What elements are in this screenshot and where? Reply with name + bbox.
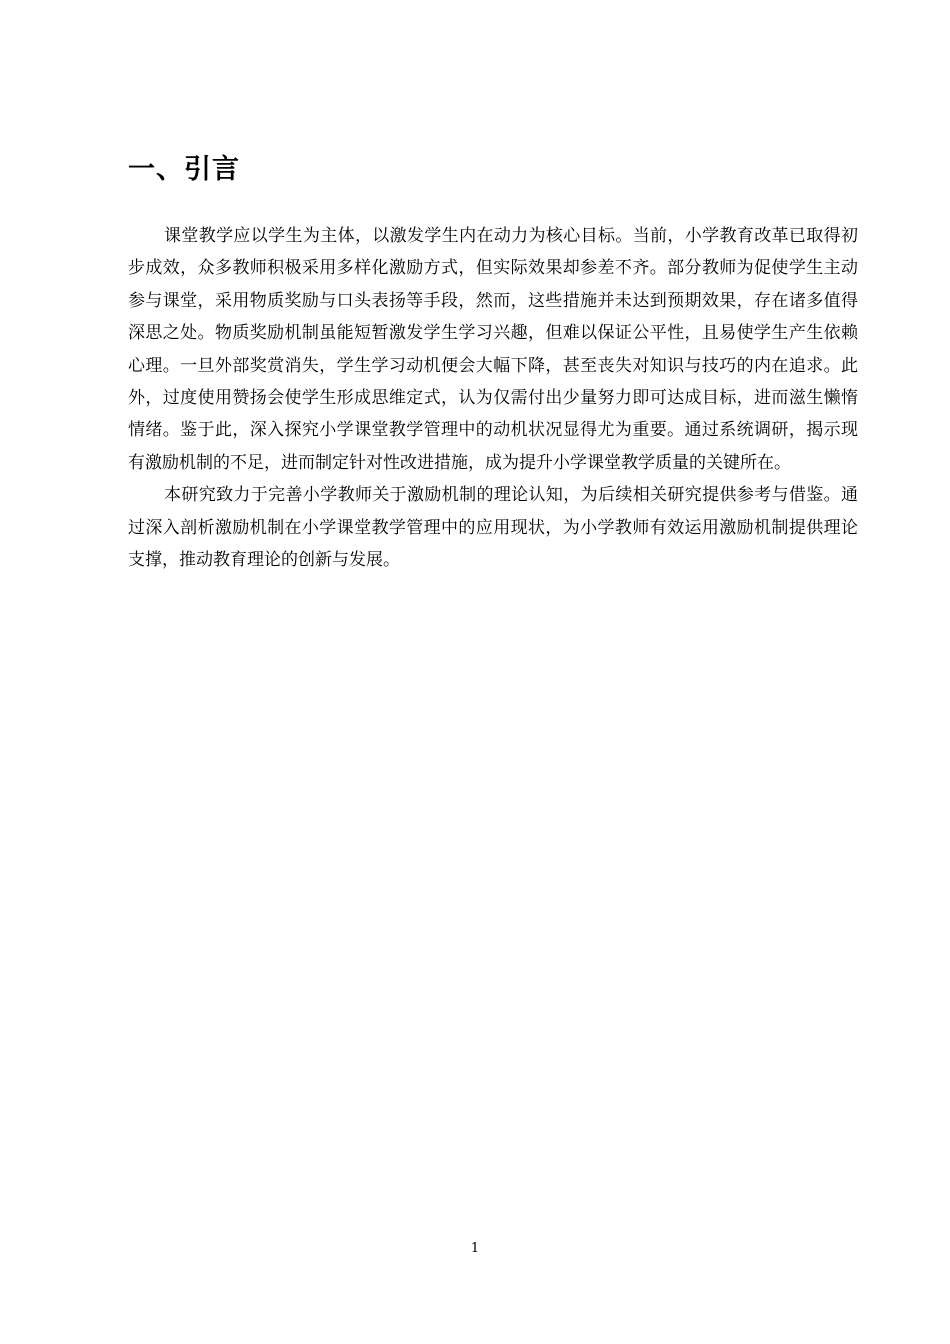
paragraph-1: 课堂教学应以学生为主体，以激发学生内在动力为核心目标。当前，小学教育改革已取得初步成效，众多教师积极采用多样化激励方式，但实际效果却参差不齐。部分教师为促使学生主动参与课堂，采用物质奖励与口头表扬等手段，然而，这些措施并未达到预期效果，存在诸多值得深思之处。物质奖励机制虽能短暂激发学生学习兴趣，但难以保证公平性，且易使学生产生依赖心理。一旦外部奖赏消失，学生学习动机便会大幅下降，甚至丧失对知识与技巧的内在追求。此外，过度使用赞扬会使学生形成思维定式，认为仅需付出少量努力即可达成目标，进而滋生懒惰情绪。鉴于此，深入探究小学课堂教学管理中的动机状况显得尤为重要。通过系统调研，揭示现有激励机制的不足，进而制定针对性改进措施，成为提升小学课堂教学质量的关键所在。: [128, 226, 858, 473]
body-text: [128, 220, 858, 576]
section-heading: 一、引言: [128, 154, 240, 185]
page-number: 1: [470, 1241, 480, 1256]
paragraph-2: 本研究致力于完善小学教师关于激励机制的理论认知，为后续相关研究提供参考与借鉴。通过深入剖析激励机制在小学课堂教学管理中的应用现状，为小学教师有效运用激励机制提供理论支撑，推动教育理论的创新与发展。: [128, 485, 858, 571]
